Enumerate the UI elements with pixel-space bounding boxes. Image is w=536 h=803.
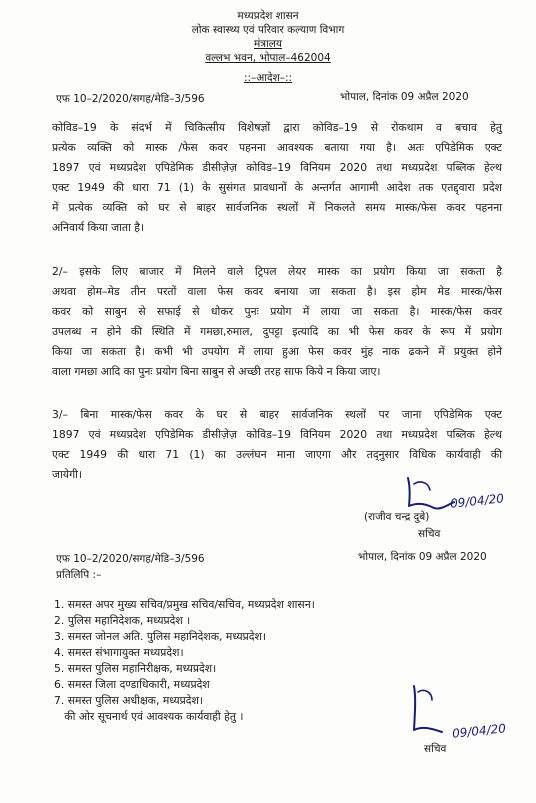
list-item: 7. समस्त पुलिस अधीक्षक, मध्यप्रदेश। <box>54 694 203 707</box>
header-address-text: वल्लभ भवन, भोपाल–462004 <box>205 52 331 64</box>
paragraph-2 <box>52 262 502 382</box>
paragraph-line: वाला गमछा आदि का पुनः प्रयोग बिना साबुन से अच्छी तरह साफ किये न किया जाए। <box>52 365 381 378</box>
paragraph-line: 2/– इसके लिए बाजार में मिलने वाले ट्रिपल लेयर मास्क का प्रयोग किया जा सकता है <box>52 265 502 278</box>
list-item: 6. समस्त जिला दण्डाधिकारी, मध्यप्रदेश <box>54 678 210 691</box>
copy-to-label: प्रतिलिपि :– <box>56 569 102 581</box>
paragraph-line: एक्ट 1949 की धारा 71 (1) का उल्लंघन माना जाएगा और तद्नुसार विधिक कार्यवाही की <box>52 448 502 461</box>
paragraph-line: एक्ट 1949 की धारा 71 (1) के सुसंगत प्रावधानों के अन्तर्गत आगामी आदेश तक एतद्द्वारा प्रदेश <box>52 181 502 194</box>
paragraph-line: 1897 एवं मध्यप्रदेश एपिडेमिक डीसीज़ेज़ कोविड–19 विनियम 2020 तथा मध्यप्रदेश पब्लिक हेल्थ <box>52 161 502 174</box>
header-ministry-text: मंत्रालय <box>253 38 282 50</box>
header-ministry <box>0 38 536 51</box>
order-title-text: ::–आदेश–:: <box>243 72 293 84</box>
reference-number-bottom: एफ 10–2/2020/सगह/मेडि–3/596 <box>56 553 205 565</box>
list-item: 3. समस्त जोनल अति. पुलिस महानिदेशक, मध्यप्रदेश। <box>54 630 266 643</box>
list-item: 5. समस्त पुलिस महानिरीक्षक, मध्यप्रदेश। <box>54 662 217 675</box>
signature-date-1: 09/04/20 <box>449 491 505 511</box>
paragraph-line: किया जा सकता है। कभी भी उपयोग में लाया हुआ फेस कवर मुंह नाक ढकने में प्रयुक्त होने <box>52 345 502 358</box>
header-department: लोक स्वास्थ्य एवं परिवार कल्याण विभाग <box>191 24 345 36</box>
paragraph-line: अथवा होम–मेड तीन परतों वाला फेस कवर बनाया जा सकता है। इस होम मेड मास्क/फेस <box>52 285 502 298</box>
paragraph-line: प्रत्येक व्यक्ति को मास्क /फेस कवर पहनना आवश्यक बताया गया है। अतः एपिडेमिक एक्ट <box>52 141 502 154</box>
list-item: 4. समस्त संभागायुक्त मध्यप्रदेश। <box>54 646 184 659</box>
reference-date-top: भोपाल, दिनांक 09 अप्रैल 2020 <box>340 91 469 103</box>
signatory-name: (राजीव चन्द्र दुबे) <box>364 511 430 523</box>
paragraph-line: कवर को साबुन से सफाई से धोकर पुनः प्रयोग में लाया जा सकता है। मास्क/फेस कवर <box>52 305 502 318</box>
paragraph-line: 1897 एवं मध्यप्रदेश एपिडेमिक डीसीज़ेज़ कोविड–19 विनियम 2020 तथा मध्यप्रदेश पब्लिक हेल्थ <box>52 428 502 441</box>
list-item: की ओर सूचनार्थ एवं आवश्यक कार्यवाही हेतु । <box>54 710 244 723</box>
paragraph-line: में प्रत्येक व्यक्ति को घर से बाहर सार्वजनिक स्थलों में निकलते समय मास्क/फेस कवर पहनना <box>52 201 502 214</box>
paragraph-line: कोविड–19 के संदर्भ में चिकित्सीय विशेषज्ञों द्वारा कोविड–19 से रोकथाम व बचाव हेतु <box>52 121 502 134</box>
list-item: 1. समस्त अपर मुख्य सचिव/प्रमुख सचिव/सचिव, मध्यप्रदेश शासन। <box>54 598 315 611</box>
reference-date-bottom: भोपाल, दिनांक 09 अप्रैल 2020 <box>358 551 487 563</box>
paragraph-line: उपलब्ध न होने की स्थिति में गमछा,रुमाल, दुपट्टा इत्यादि का भी फेस कवर के रूप में प्रयोग <box>52 325 502 338</box>
paragraph-line: 3/– बिना मास्क/फेस कवर के घर से बाहर सार्वजनिक स्थलों पर जाना एपिडेमिक एक्ट <box>52 408 502 421</box>
header-state: मध्यप्रदेश शासन <box>237 10 299 22</box>
paragraph-line: जायेगी। <box>52 468 83 481</box>
order-title <box>0 72 536 85</box>
signature-date-2: 09/04/20 <box>451 721 507 741</box>
signature-mark-2 <box>402 682 450 736</box>
header-address <box>0 52 536 65</box>
paragraph-1 <box>52 118 502 238</box>
reference-number-top: एफ 10–2/2020/सगह/मेडि–3/596 <box>56 93 205 105</box>
recipient-list <box>54 597 315 725</box>
signatory-designation-1: सचिव <box>418 528 441 540</box>
list-item: 2. पुलिस महानिदेशक, मध्यप्रदेश । <box>54 614 191 627</box>
signatory-designation-2: सचिव <box>424 743 447 755</box>
paragraph-line: अनिवार्य किया जाता है। <box>52 221 145 234</box>
